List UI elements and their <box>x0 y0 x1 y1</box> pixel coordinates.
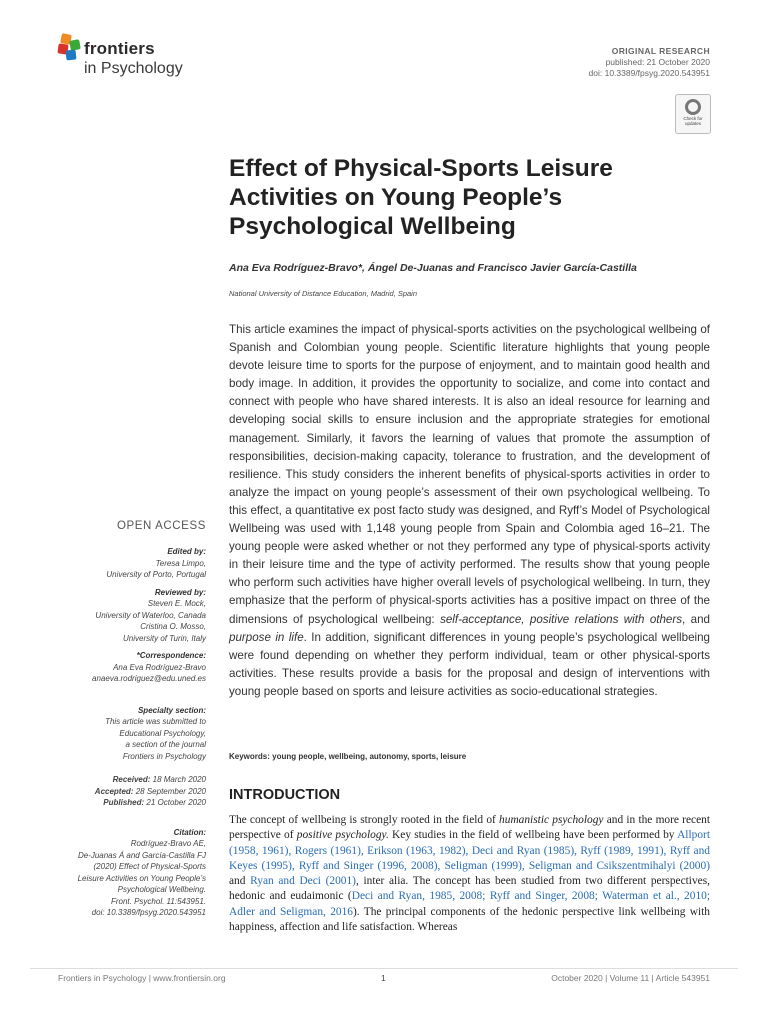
intro-emphasis-1: humanistic psychology <box>499 814 604 826</box>
accepted-value: 28 September 2020 <box>135 786 206 796</box>
author-list[interactable]: Ana Eva Rodríguez-Bravo*, Ángel De-Juanas and Francisco Javier García-Castilla <box>229 262 637 274</box>
citation-link-group-2[interactable]: Ryan and Deci (2001) <box>250 875 356 888</box>
abstract-text-2: , and <box>682 612 711 626</box>
intro-text-3: Key studies in the field of wellbeing have been performed by <box>388 829 678 842</box>
published-date: published: 21 October 2020 <box>605 57 710 67</box>
reviewer-1-affiliation: University of Waterloo, Canada <box>95 610 206 620</box>
abstract <box>229 321 710 701</box>
footer-issue-info: October 2020 | Volume 11 | Article 543951 <box>551 973 710 983</box>
citation-doi-link[interactable]: doi: 10.3389/fpsyg.2020.543951 <box>91 908 206 917</box>
intro-text-1: The concept of wellbeing is strongly rooted in the field of <box>229 814 500 826</box>
accepted-label: Accepted: <box>94 786 134 796</box>
reviewed-by-label: Reviewed by: <box>154 587 206 597</box>
reviewer-2-affiliation: University of Turin, Italy <box>123 633 206 643</box>
published-value: 21 October 2020 <box>146 798 206 807</box>
intro-emphasis-2: positive psychology. <box>296 829 389 842</box>
doi-link[interactable]: doi: 10.3389/fpsyg.2020.543951 <box>588 68 710 78</box>
logo-journal: in Psychology <box>84 60 183 77</box>
reviewer-2-name[interactable]: Cristina O. Mosso, <box>140 622 206 631</box>
check-updates-label-2: updates <box>684 121 701 126</box>
received-date <box>16 774 206 786</box>
specialty-line-4: Frontiers in Psychology <box>122 751 206 761</box>
citation-line-2: De-Juanas Á and García-Castilla FJ <box>77 850 206 860</box>
section-heading-introduction: INTRODUCTION <box>229 787 341 803</box>
footer-divider <box>30 968 738 969</box>
article-title: Effect of Physical-Sports Leisure Activities on Young People’s Psychological Wellbeing <box>229 155 613 240</box>
abstract-text-1: This article examines the impact of physical-sports activities on the psychological wellbeing of Spanish and Colombian young people. Scientific literature highlights that young people devote leisure time to sports for the purpose of enjoyment, and to maintain good health and body image. In addition, it provides the opportunity to socialize, and come into contact and connect with people who have shared interests. It is also an ideal resource for learning and developing social skills to ensure inclusion and the appropriate strategies for emotional management. Similarly, it favors the learning of values that promote the assumption of responsibilities, decision-making capacity, tolerance to frustration, and the development of resilience. This study considers the inherent benefits of physical-sports activities in order to analyze the impact on young people’s assessment of their own psychological wellbeing. To this effect, a quantitative ex post facto study was designed, and Ryff’s Model of Psychological Wellbeing was used with 1,148 young people from Spain and Colombia aged 16–21. The young people were asked whether or not they performed any type of physical-sports activity in their leisure time and the type of activity performed. The results show that young people who perform such activities have higher overall levels of psychological wellbeing. In turn, they emphasize that the perform of physical-sports activities has a positive impact on three of the dimensions of psychological wellbeing: <box>229 323 710 626</box>
intro-text-6: ). The principal components of the hedonic perspective link wellbeing with happiness, affection and life satisfaction. Whereas <box>229 905 710 934</box>
received-value: 18 March 2020 <box>152 775 206 784</box>
journal-logo[interactable] <box>56 34 206 84</box>
correspondence-name: Ana Eva Rodríguez-Bravo <box>113 662 206 672</box>
citation-line-3: (2020) Effect of Physical-Sports <box>93 862 206 871</box>
received-label: Received: <box>112 775 151 784</box>
published-label: Published: <box>103 798 145 807</box>
editor-affiliation: University of Porto, Portugal <box>106 570 206 579</box>
article-info-sidebar <box>16 520 206 919</box>
citation-line-5: Psychological Wellbeing. <box>117 885 206 894</box>
page-number: 1 <box>381 973 386 983</box>
logo-brand: frontiers <box>84 39 155 58</box>
reviewer-1-name[interactable]: Steven E. Mock, <box>147 599 206 608</box>
abstract-emphasis-1: self-acceptance, positive relations with others <box>440 612 683 626</box>
editor-name[interactable]: Teresa Limpo, <box>155 558 206 568</box>
specialty-line-1: This article was submitted to <box>105 717 206 726</box>
edited-by-label: Edited by: <box>167 547 206 556</box>
citation-link-group-3[interactable]: Deci and Ryan, 1985, 2008; Ryff and Singer, 2008; Waterman et al., 2010; Adler and Seligman, 2016 <box>229 890 710 918</box>
intro-text-2: and in the more recent perspective of <box>229 814 711 842</box>
intro-text-4: and <box>229 875 251 888</box>
open-access-label: OPEN ACCESS <box>116 520 206 532</box>
abstract-emphasis-2: purpose in life <box>229 630 304 644</box>
abstract-text-3: . In addition, significant differences in young people’s psychological wellbeing were found depending on whether they perform individual, team or other physical-sports activities. These results provide a basis for the proposal and design of interventions with young people based on sports and leisure activities as socio-educational strategies. <box>229 630 710 698</box>
footer-journal-link[interactable]: Frontiers in Psychology | www.frontiersin.org <box>58 973 226 983</box>
accepted-date <box>16 786 206 798</box>
published-date-sidebar <box>16 797 206 809</box>
introduction-paragraph <box>229 813 710 935</box>
citation-line-4: Leisure Activities on Young People’s <box>77 873 206 883</box>
check-updates-label-1: Check for <box>683 116 703 121</box>
frontiers-logo-mark-icon <box>56 34 82 62</box>
citation-line-6: Front. Psychol. 11:543951. <box>110 896 206 906</box>
affiliation: National University of Distance Education, Madrid, Spain <box>229 289 418 298</box>
check-for-updates-button[interactable] <box>675 94 711 134</box>
correspondence-label: *Correspondence: <box>136 651 206 660</box>
keywords: Keywords: young people, wellbeing, autonomy, sports, leisure <box>229 752 467 761</box>
citation-link-group-1[interactable]: Allport (1958, 1961), Rogers (1961), Erikson (1963, 1982), Deci and Ryan (1985), Ryff (1989, 1991), Ryff and Keyes (1995), Ryff and Singer (1996, 2008), Seligman (1999), Seligman and Csikszentmihalyi (2000) <box>229 829 710 872</box>
check-updates-icon <box>685 99 701 115</box>
citation-line-1: Rodríguez-Bravo AE, <box>130 839 206 848</box>
specialty-line-2: Educational Psychology, <box>119 728 206 738</box>
intro-text-5: , inter alia. The concept has been studied from two different perspectives, hedonic and eudaimonic ( <box>229 875 711 903</box>
correspondence-email-link[interactable]: anaeva.rodriguez@edu.uned.es <box>92 674 206 683</box>
article-type: ORIGINAL RESEARCH <box>611 46 710 56</box>
specialty-line-3: a section of the journal <box>125 740 206 749</box>
citation-label: Citation: <box>173 827 206 837</box>
specialty-section-label: Specialty section: <box>137 705 206 715</box>
